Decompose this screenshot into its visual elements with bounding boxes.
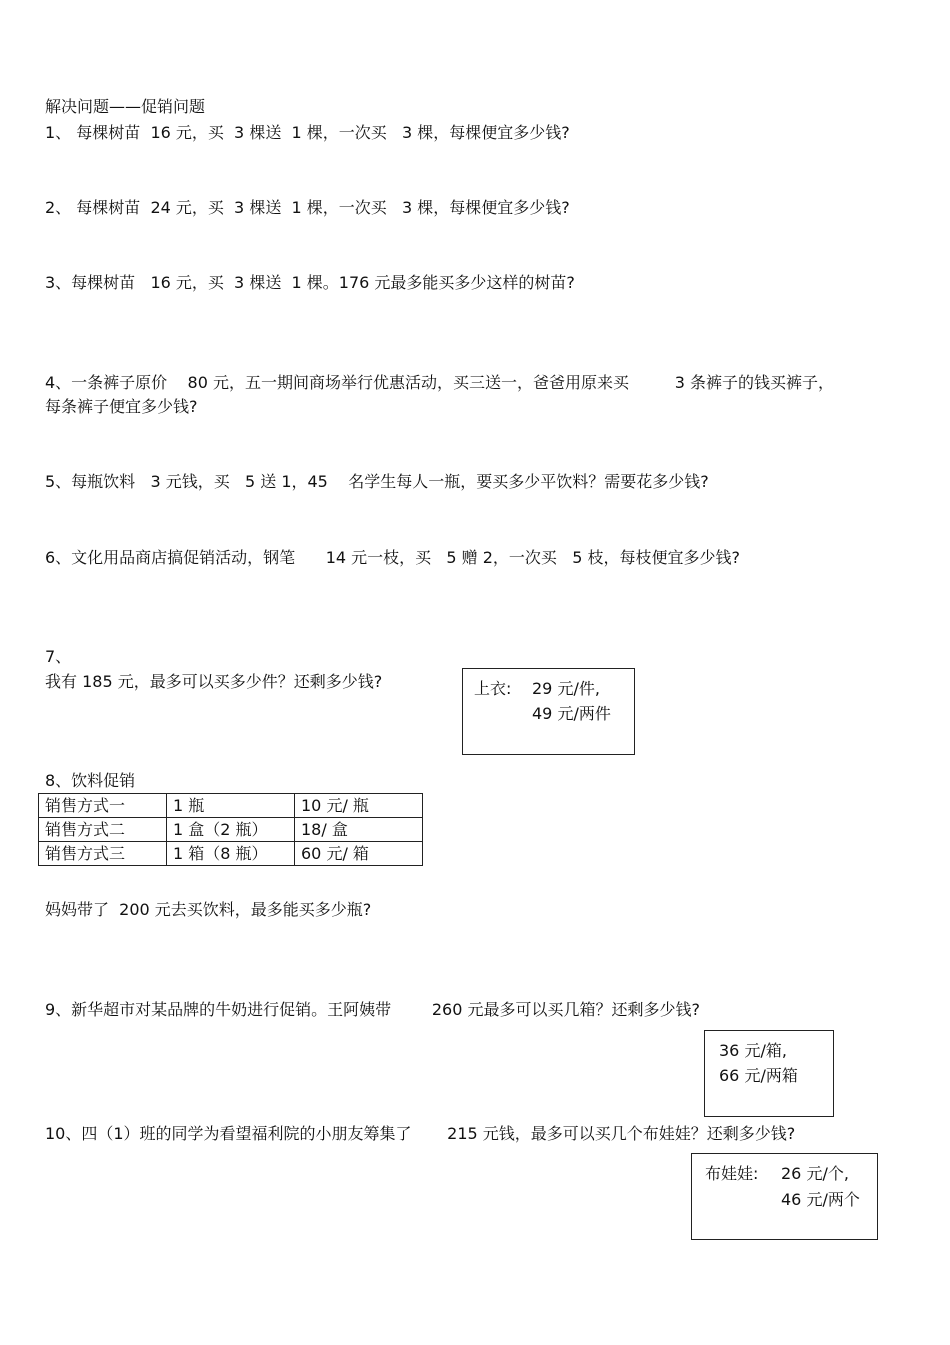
price-box-label: 布娃娃:: [705, 1164, 759, 1183]
price-box-line1: 36 元/箱,: [719, 1041, 787, 1060]
price-box-jacket: [462, 668, 635, 755]
price-box-line2: 49 元/两件: [532, 704, 611, 723]
question-4: 4、一条裤子原价 80 元，五一期间商场举行优惠活动，买三送一，爸爸用原来买 3 条裤子的钱买裤子，: [45, 373, 835, 392]
table-cell: 10 元/ 瓶: [295, 794, 423, 818]
table-cell: 1 盒（2 瓶）: [167, 818, 295, 842]
table-cell: 销售方式三: [39, 842, 167, 866]
question-7-number: 7、: [45, 647, 72, 666]
question-3: 3、每棵树苗 16 元，买 3 棵送 1 棵。176 元最多能买多少这样的树苗?: [45, 273, 575, 292]
table-cell: 1 瓶: [167, 794, 295, 818]
table-cell: 1 箱（8 瓶）: [167, 842, 295, 866]
table-cell: 60 元/ 箱: [295, 842, 423, 866]
price-box-milk: [704, 1030, 834, 1117]
price-box-line1: 29 元/件,: [532, 679, 600, 698]
price-box-doll: [691, 1153, 878, 1240]
table-row: [39, 794, 423, 818]
price-box-line2: 66 元/两箱: [719, 1066, 798, 1085]
page-title: 解决问题——促销问题: [45, 97, 206, 116]
question-6: 6、文化用品商店搞促销活动，钢笔 14 元一枝，买 5 赠 2，一次买 5 枝，每枝便宜多少钱?: [45, 548, 740, 567]
price-box-line1: 26 元/个,: [781, 1164, 849, 1183]
question-5: 5、每瓶饮料 3 元钱，买 5 送 1，45 名学生每人一瓶，要买多少平饮料？需要花多少钱?: [45, 472, 709, 491]
table-row: [39, 842, 423, 866]
table-cell: 销售方式二: [39, 818, 167, 842]
question-7: 我有 185 元，最多可以买多少件？还剩多少钱?: [45, 672, 383, 691]
question-1: 1、 每棵树苗 16 元，买 3 棵送 1 棵，一次买 3 棵，每棵便宜多少钱?: [45, 123, 570, 142]
question-10: 10、四（1）班的同学为看望福利院的小朋友筹集了 215 元钱，最多可以买几个布娃娃？还剩多少钱?: [45, 1124, 796, 1143]
question-2: 2、 每棵树苗 24 元，买 3 棵送 1 棵，一次买 3 棵，每棵便宜多少钱?: [45, 198, 570, 217]
price-box-label: 上衣:: [474, 679, 512, 698]
question-4-line2: 每条裤子便宜多少钱?: [45, 397, 198, 416]
table-cell: 18/ 盒: [295, 818, 423, 842]
sales-table: [38, 793, 423, 866]
table-row: [39, 818, 423, 842]
question-8: 8、饮料促销: [45, 771, 136, 790]
question-9: 9、新华超市对某品牌的牛奶进行促销。王阿姨带 260 元最多可以买几箱？还剩多少钱?: [45, 1000, 700, 1019]
price-box-line2: 46 元/两个: [781, 1190, 860, 1209]
table-cell: 销售方式一: [39, 794, 167, 818]
question-8-text: 妈妈带了 200 元去买饮料，最多能买多少瓶?: [45, 900, 372, 919]
